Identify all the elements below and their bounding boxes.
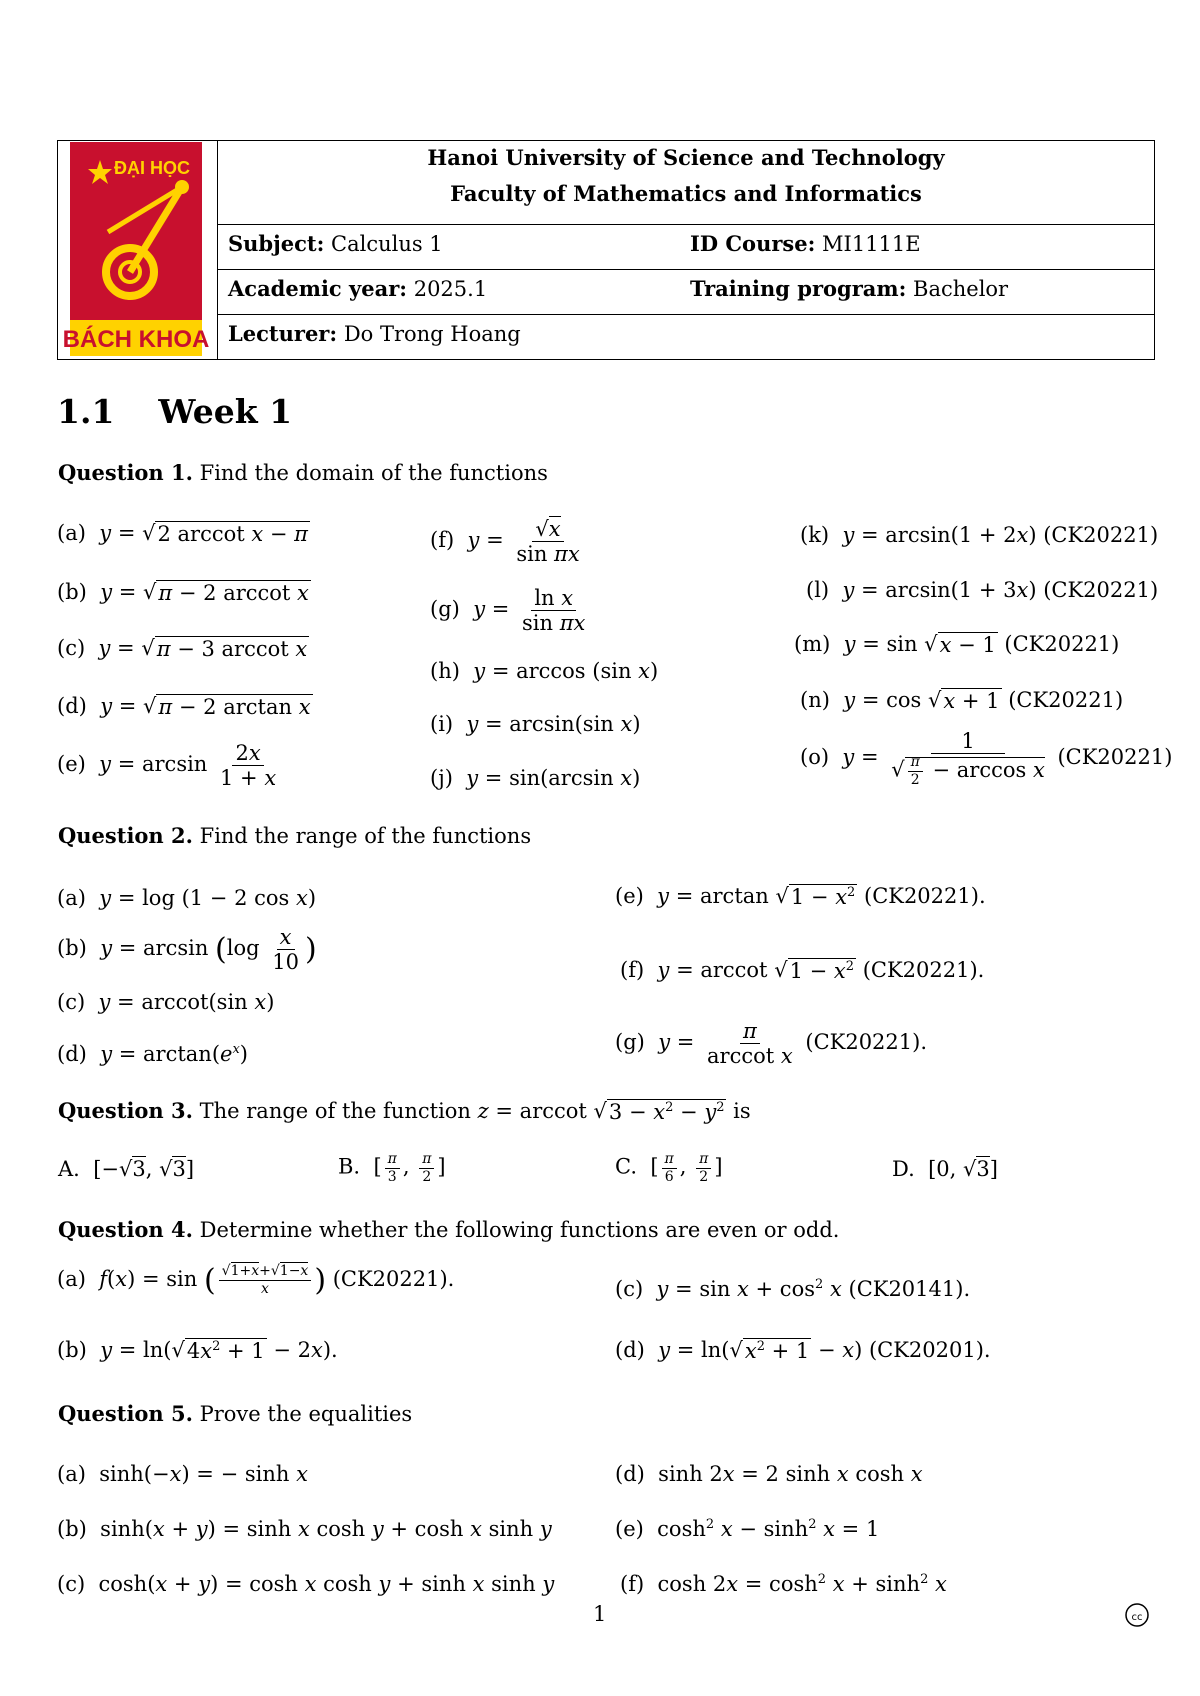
q1-item-k: (k) y = arcsin(1 + 2x) (CK20221) [800,523,1159,547]
q1-item-b: (b) y = √ π − 2 arccot x [57,580,309,605]
faculty-name: Faculty of Mathematics and Informatics [450,181,922,206]
cc-license-icon [1124,1602,1150,1633]
q1-item-n: (n) y = cos √ x + 1 (CK20221) [800,688,1124,713]
question-5: Question 5. Prove the equalities [58,1401,413,1426]
university-name: Hanoi University of Science and Technology [427,145,945,170]
header-table [57,140,1155,360]
q1-item-g: (g) y = $\frac{\text{ln x}}{\text{sin πx}}$ [430,586,586,636]
q3-option-d: D. [0, √3] [892,1157,998,1181]
q2-item-f: (f) y = arccot √ $1 - x^2$ (CK20221). [620,958,985,983]
q2-item-e: (e) y = arctan √ $1 - x^2$ (CK20221). [615,884,986,909]
q1-item-d: (d) y = √ π − 2 arctan x [57,694,311,719]
training-program-field: Training program: Bachelor [690,276,1009,301]
q1-item-f: (f) y = $\frac{√x}{\text{sin πx}}$ [430,517,580,567]
question-4: Question 4. Determine whether the following functions are even or odd. [58,1217,840,1242]
q2-item-c: (c) y = arccot(sin x) [57,990,275,1014]
q5-item-a: (a) sinh(−x) = − sinh x [57,1462,308,1486]
q4-item-a: (a) f(x) = sin ( $\frac{√1+x+√1-x}{x}$ ) (CK20221). [57,1263,455,1298]
subject-row [218,225,1154,270]
compass-gear-icon [62,142,210,356]
subject-field: Subject: Calculus 1 [228,231,443,256]
q1-item-l: (l) y = arcsin(1 + 3x) (CK20221) [806,578,1159,602]
q1-item-c: (c) y = √ π − 3 arccot x [57,636,308,661]
header-title-row [218,141,1154,225]
svg-text:BÁCH KHOA: BÁCH KHOA [62,326,210,353]
question-1: Question 1. Find the domain of the functions [58,460,548,485]
q1-item-i: (i) y = arcsin(sin x) [430,712,641,736]
lecturer-field: Lecturer: Do Trong Hoang [228,321,521,346]
q3-option-b: B. [ $\frac{\pi}{3}$ , $\frac{\pi}{2}$ ] [338,1151,446,1185]
q1-item-e: (e) y = arcsin $\frac{2x}{1 + x}$ [57,741,277,791]
q1-item-m: (m) y = sin √ x − 1 (CK20221) [794,632,1120,657]
q4-item-d: (d) y = ln( √ $x^2 + 1$ − x) (CK20201). [615,1338,991,1363]
question-2: Question 2. Find the range of the functions [58,823,532,848]
q1-item-h: (h) y = arccos (sin x) [430,659,659,683]
q5-item-e: (e) $\cosh^2 x - \sinh^2 x = 1$ [615,1517,880,1541]
q3-option-c: C. [ $\frac{\pi}{6}$ , $\frac{\pi}{2}$ ] [615,1151,723,1185]
q3-option-a: A. [−√3, √3] [58,1157,195,1181]
q5-item-d: (d) sinh 2x = 2 sinh x cosh x [615,1462,923,1486]
q2-item-g: (g) y = $\frac{\pi}{\text{arccot x}}$ (CK20221). [615,1019,928,1069]
q1-item-a: (a) y = √ 2 arccot x − π [57,521,308,546]
q2-item-b: (b) y = arcsin (log $\frac{x}{10}$ ) [57,925,317,975]
lecturer-row [218,315,1154,359]
page-number: 1 [593,1602,607,1626]
q1-item-j: (j) y = sin(arcsin x) [430,766,641,790]
section-title: 1.1 Week 1 [57,392,293,431]
q4-item-c: (c) $y = \sin x + \cos^2 x$ (CK20141). [615,1277,971,1301]
question-3: Question 3. The range of the function z = arccot √ $3 - x^2 - y^2$ is [58,1098,751,1124]
year-row [218,270,1154,315]
academic-year-field: Academic year: 2025.1 [228,276,488,301]
q4-item-b: (b) y = ln( √ $4x^2 + 1$ − 2x). [57,1338,338,1363]
q5-item-b: (b) sinh(x + y) = sinh x cosh y + cosh x sinh y [57,1517,552,1541]
university-logo [62,142,210,356]
q2-item-a: (a) y = log (1 − 2 cos x) [57,886,317,910]
svg-text:cc: cc [1131,1612,1143,1623]
q5-item-f: (f) $\cosh 2x = \cosh^2 x + \sinh^2 x$ [620,1572,947,1596]
logo-cell [58,141,218,359]
q2-item-d: (d) $y = \arctan(e^x)$ [57,1042,248,1066]
q1-item-o: (o) y = 1 √ $\frac{\pi}{2}$ − arccos x (CK20221) [800,729,1173,788]
course-id-field: ID Course: MI1111E [690,231,921,256]
q5-item-c: (c) cosh(x + y) = cosh x cosh y + sinh x sinh y [57,1572,555,1596]
svg-text:ĐẠI HỌC: ĐẠI HỌC [114,158,190,178]
